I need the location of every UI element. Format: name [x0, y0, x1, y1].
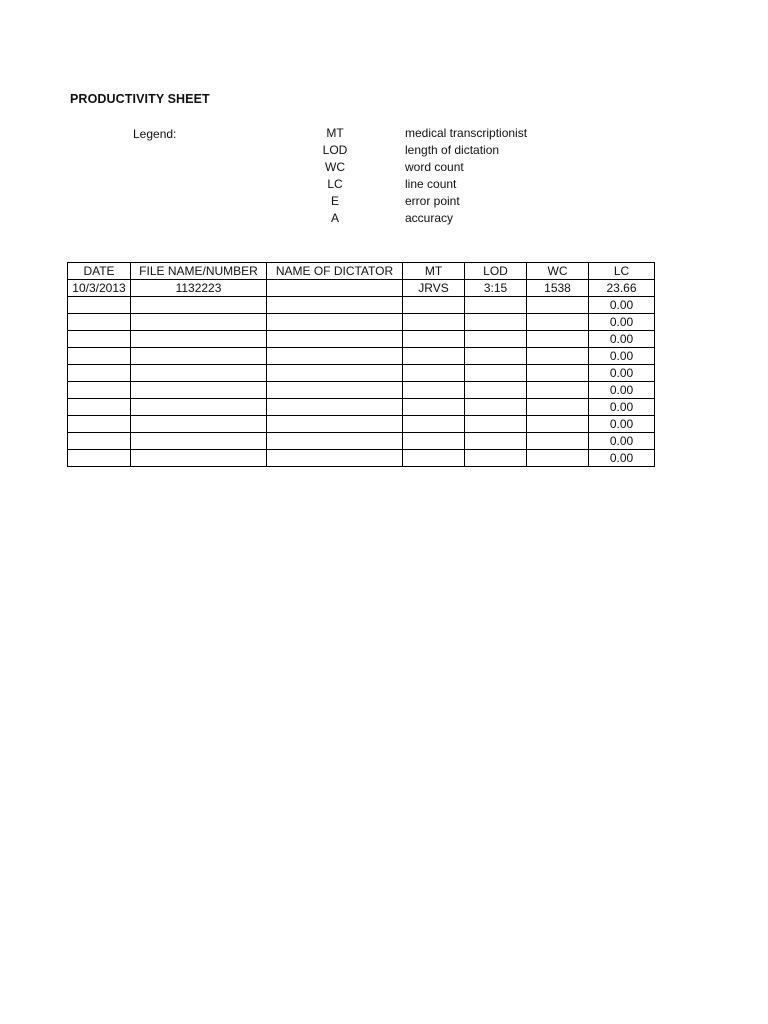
- legend-item: [0, 210, 768, 227]
- legend-desc: error point: [405, 194, 460, 208]
- column-header-mt: MT: [403, 263, 465, 280]
- legend-item: [0, 142, 768, 159]
- cell-mt[interactable]: [403, 365, 465, 382]
- cell-lod[interactable]: [465, 450, 527, 467]
- cell-lc[interactable]: 0.00: [589, 348, 655, 365]
- column-header-file-name: FILE NAME/NUMBER: [131, 263, 267, 280]
- cell-mt[interactable]: [403, 348, 465, 365]
- legend-item: [0, 159, 768, 176]
- cell-lod[interactable]: [465, 382, 527, 399]
- cell-date[interactable]: [68, 399, 131, 416]
- legend-abbr: WC: [325, 160, 345, 174]
- legend-desc: word count: [405, 160, 464, 174]
- cell-wc[interactable]: [527, 382, 589, 399]
- cell-dictator[interactable]: [267, 416, 403, 433]
- legend-abbr: A: [330, 211, 339, 225]
- cell-file-name[interactable]: [131, 416, 267, 433]
- legend-desc: line count: [405, 177, 457, 191]
- cell-dictator[interactable]: [267, 348, 403, 365]
- cell-mt[interactable]: [403, 433, 465, 450]
- table-row: [68, 331, 655, 348]
- cell-file-name[interactable]: [131, 450, 267, 467]
- cell-date[interactable]: 10/3/2013: [68, 280, 131, 297]
- cell-file-name[interactable]: [131, 331, 267, 348]
- table-row: [68, 399, 655, 416]
- cell-mt[interactable]: [403, 314, 465, 331]
- cell-wc[interactable]: [527, 365, 589, 382]
- cell-lod[interactable]: [465, 314, 527, 331]
- table-header-row: [68, 263, 655, 280]
- cell-lod[interactable]: [465, 297, 527, 314]
- cell-date[interactable]: [68, 382, 131, 399]
- cell-file-name[interactable]: [131, 365, 267, 382]
- cell-lod[interactable]: [465, 399, 527, 416]
- cell-date[interactable]: [68, 450, 131, 467]
- legend-label: Legend:: [133, 127, 177, 141]
- cell-date[interactable]: [68, 314, 131, 331]
- column-header-dictator: NAME OF DICTATOR: [267, 263, 403, 280]
- legend-item: [0, 193, 768, 210]
- cell-date[interactable]: [68, 331, 131, 348]
- legend-item: [0, 125, 768, 142]
- cell-date[interactable]: [68, 297, 131, 314]
- table-row: [68, 348, 655, 365]
- cell-lod[interactable]: [465, 331, 527, 348]
- column-header-wc: WC: [527, 263, 589, 280]
- cell-wc[interactable]: 1538: [527, 280, 589, 297]
- legend: [0, 125, 768, 227]
- cell-date[interactable]: [68, 433, 131, 450]
- cell-mt[interactable]: [403, 399, 465, 416]
- cell-lc[interactable]: 0.00: [589, 314, 655, 331]
- cell-dictator[interactable]: [267, 399, 403, 416]
- legend-desc: accuracy: [405, 211, 454, 225]
- cell-lod[interactable]: [465, 365, 527, 382]
- cell-dictator[interactable]: [267, 382, 403, 399]
- cell-lc[interactable]: 0.00: [589, 433, 655, 450]
- legend-desc: medical transcriptionist: [405, 126, 528, 140]
- table-row: [68, 416, 655, 433]
- cell-lc[interactable]: 0.00: [589, 450, 655, 467]
- cell-lc[interactable]: 0.00: [589, 399, 655, 416]
- cell-lc[interactable]: 0.00: [589, 297, 655, 314]
- cell-dictator[interactable]: [267, 450, 403, 467]
- cell-dictator[interactable]: [267, 280, 403, 297]
- legend-abbr: MT: [326, 126, 344, 140]
- column-header-lc: LC: [589, 263, 655, 280]
- cell-file-name[interactable]: [131, 348, 267, 365]
- cell-lc[interactable]: 0.00: [589, 416, 655, 433]
- cell-mt[interactable]: [403, 450, 465, 467]
- cell-lc[interactable]: 23.66: [589, 280, 655, 297]
- table-row: [68, 297, 655, 314]
- cell-lod[interactable]: 3:15: [465, 280, 527, 297]
- cell-dictator[interactable]: [267, 314, 403, 331]
- table-row: [68, 314, 655, 331]
- cell-wc[interactable]: [527, 348, 589, 365]
- cell-lc[interactable]: 0.00: [589, 331, 655, 348]
- cell-mt[interactable]: [403, 297, 465, 314]
- page-title: PRODUCTIVITY SHEET: [70, 92, 210, 106]
- table-row: [68, 382, 655, 399]
- cell-date[interactable]: [68, 348, 131, 365]
- cell-dictator[interactable]: [267, 297, 403, 314]
- legend-abbr: E: [330, 194, 339, 208]
- table-row: [68, 433, 655, 450]
- cell-file-name[interactable]: [131, 297, 267, 314]
- cell-mt[interactable]: [403, 331, 465, 348]
- cell-lc[interactable]: 0.00: [589, 365, 655, 382]
- cell-lc[interactable]: 0.00: [589, 382, 655, 399]
- cell-date[interactable]: [68, 365, 131, 382]
- cell-wc[interactable]: [527, 314, 589, 331]
- cell-mt[interactable]: JRVS: [403, 280, 465, 297]
- column-header-date: DATE: [68, 263, 131, 280]
- cell-file-name[interactable]: [131, 314, 267, 331]
- cell-wc[interactable]: [527, 399, 589, 416]
- table-row: [68, 450, 655, 467]
- cell-mt[interactable]: [403, 416, 465, 433]
- table-row: [68, 365, 655, 382]
- cell-file-name[interactable]: [131, 399, 267, 416]
- cell-dictator[interactable]: [267, 365, 403, 382]
- cell-date[interactable]: [68, 416, 131, 433]
- cell-wc[interactable]: [527, 331, 589, 348]
- cell-file-name[interactable]: [131, 433, 267, 450]
- cell-wc[interactable]: [527, 297, 589, 314]
- column-header-lod: LOD: [465, 263, 527, 280]
- cell-file-name[interactable]: [131, 382, 267, 399]
- table-row: [68, 280, 655, 297]
- legend-item: [0, 176, 768, 193]
- cell-lod[interactable]: [465, 433, 527, 450]
- cell-wc[interactable]: [527, 450, 589, 467]
- cell-wc[interactable]: [527, 416, 589, 433]
- cell-file-name[interactable]: 1132223: [131, 280, 267, 297]
- legend-abbr: LOD: [322, 143, 348, 157]
- cell-mt[interactable]: [403, 382, 465, 399]
- cell-lod[interactable]: [465, 348, 527, 365]
- legend-desc: length of dictation: [405, 143, 500, 157]
- legend-abbr: LC: [327, 177, 343, 191]
- cell-lod[interactable]: [465, 416, 527, 433]
- productivity-table: [67, 262, 655, 467]
- cell-dictator[interactable]: [267, 331, 403, 348]
- cell-dictator[interactable]: [267, 433, 403, 450]
- cell-wc[interactable]: [527, 433, 589, 450]
